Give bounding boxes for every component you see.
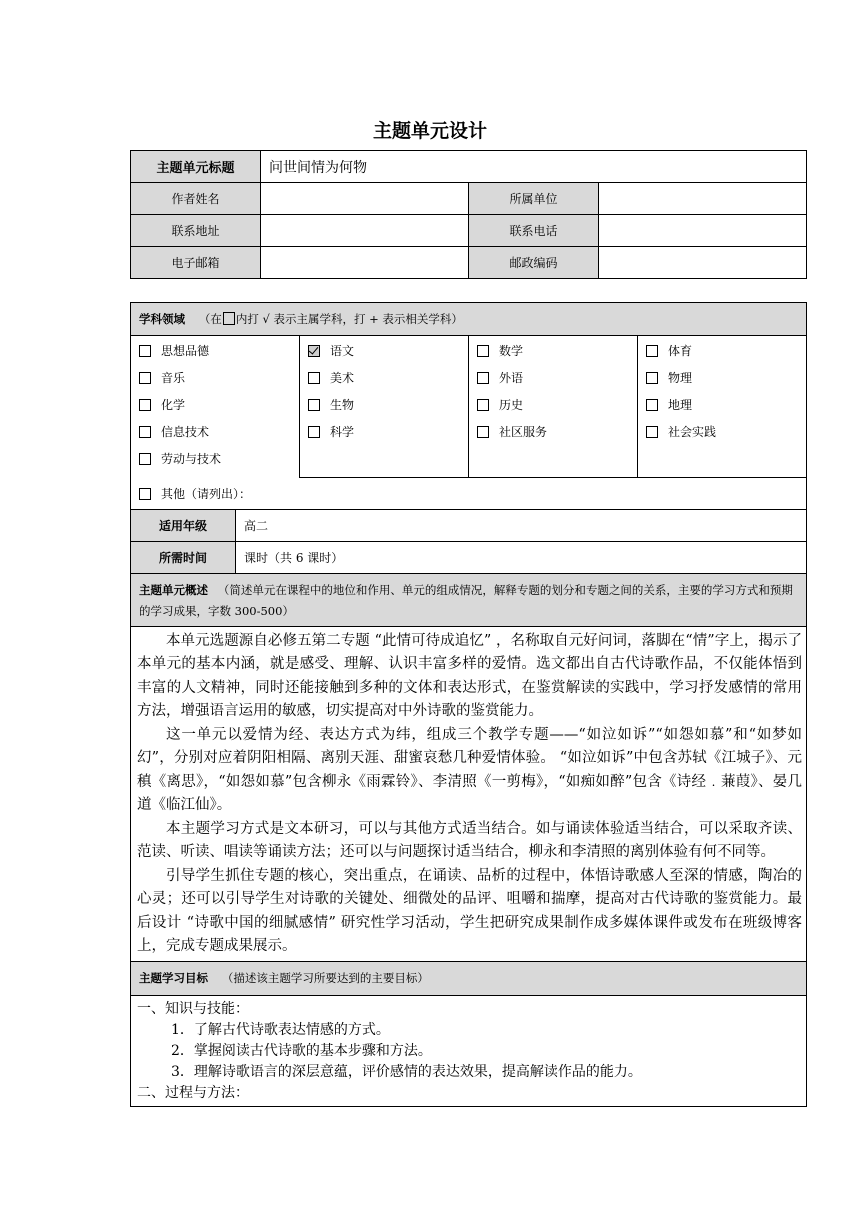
subject-item[interactable]: 美术 xyxy=(308,369,468,396)
subject-item[interactable]: 信息技术 xyxy=(139,423,299,450)
theme-title-label: 主题单元标题 xyxy=(131,151,261,183)
email-field[interactable] xyxy=(261,247,469,279)
checkbox-icon[interactable] xyxy=(139,453,151,465)
checkbox-icon[interactable] xyxy=(646,345,658,357)
checkbox-icon[interactable] xyxy=(477,399,489,411)
subject-item[interactable]: 历史 xyxy=(477,396,637,423)
checkbox-icon[interactable] xyxy=(139,488,151,500)
checkbox-icon[interactable] xyxy=(646,399,658,411)
subject-item[interactable]: 科学 xyxy=(308,423,468,450)
goals-title: 主题学习目标 xyxy=(139,971,208,985)
goals-body xyxy=(131,995,807,1106)
time-value[interactable]: 课时（共 6 课时） xyxy=(236,541,807,573)
overview-body xyxy=(131,626,807,961)
postcode-field[interactable] xyxy=(599,247,807,279)
checkbox-icon[interactable] xyxy=(139,372,151,384)
checkbox-icon[interactable] xyxy=(139,426,151,438)
subject-item[interactable]: 思想品德 xyxy=(139,342,299,369)
subject-item[interactable]: 音乐 xyxy=(139,369,299,396)
subject-item[interactable]: 语文 xyxy=(308,342,468,369)
phone-label: 联系电话 xyxy=(469,215,599,247)
postcode-label: 邮政编码 xyxy=(469,247,599,279)
subject-item[interactable]: 数学 xyxy=(477,342,637,369)
checkbox-icon[interactable] xyxy=(139,345,151,357)
overview-paragraph: 本主题学习方式是文本研习，可以与其他方式适当结合。如与诵读体验适当结合，可以采取齐读、范读、听读、唱读等诵读方法；还可以与问题探讨适当结合，柳永和李清照的离别体验有何不同等。 xyxy=(137,820,803,860)
goals-note: （描述该主题学习所要达到的主要目标） xyxy=(221,971,429,985)
goals-header xyxy=(131,961,807,995)
subject-item[interactable]: 其他（请列出）： xyxy=(139,485,806,502)
checkbox-icon[interactable] xyxy=(646,426,658,438)
checkbox-icon[interactable] xyxy=(308,372,320,384)
grade-label: 适用年级 xyxy=(131,509,236,541)
subject-item[interactable]: 社区服务 xyxy=(477,423,637,450)
subject-item[interactable]: 社会实践 xyxy=(646,423,806,450)
subject-item[interactable]: 体育 xyxy=(646,342,806,369)
address-label: 联系地址 xyxy=(131,215,261,247)
overview-paragraph: 引导学生抓住专题的核心，突出重点，在诵读、品析的过程中，体悟诗歌感人至深的情感，陶冶的心灵；还可以引导学生对诗歌的关键处、细微处的品评、咀嚼和揣摩，提高对古代诗歌的鉴赏能力。最后设计 “诗歌中国的细腻感情” 研究性学习活动，学生把研究成果制作成多媒体课件或发布在班级博客上，完成专题成果展示。 xyxy=(137,867,803,954)
info-table xyxy=(130,150,807,279)
subject-item[interactable]: 地理 xyxy=(646,396,806,423)
subject-item[interactable]: 化学 xyxy=(139,396,299,423)
goals-section-1: 一、知识与技能： xyxy=(137,1000,249,1017)
unit-label: 所属单位 xyxy=(469,183,599,215)
subject-item[interactable]: 物理 xyxy=(646,369,806,396)
address-field[interactable] xyxy=(261,215,469,247)
subject-col-1 xyxy=(131,336,300,478)
email-label: 电子邮箱 xyxy=(131,247,261,279)
checkbox-icon[interactable] xyxy=(139,399,151,411)
page-title: 主题单元设计 xyxy=(372,120,487,142)
checkbox-icon[interactable] xyxy=(646,372,658,384)
author-field[interactable] xyxy=(261,183,469,215)
overview-note: （简述单元在课程中的地位和作用、单元的组成情况，解释专题的划分和专题之间的关系，主要的学习方式和预期的学习成果，字数 300-500） xyxy=(139,582,793,618)
subject-col-4 xyxy=(638,336,807,478)
author-label: 作者姓名 xyxy=(131,183,261,215)
subject-col-2 xyxy=(300,336,469,478)
subject-header-title: 学科领域 xyxy=(139,312,185,326)
theme-title-value[interactable]: 问世间情为何物 xyxy=(261,151,807,183)
subject-item[interactable]: 劳动与技术 xyxy=(139,450,299,477)
overview-title: 主题单元概述 xyxy=(139,582,208,597)
goal-item: 3．理解诗歌语言的深层意蕴，评价感情的表达效果，提高解读作品的能力。 xyxy=(171,1063,642,1080)
overview-paragraph: 这一单元以爱情为经、表达方式为纬，组成三个教学专题——“如泣如诉”“如怨如慕”和“如梦如幻”，分别对应着阴阳相隔、离别天涯、甜蜜哀愁几种爱情体验。 “如泣如诉”中包含苏轼《江城子》、元稹《离思》，“如怨如慕”包含柳永《雨霖铃》、李清照《一剪梅》，“如痴如醉”包含《诗经﹒蒹葭》、晏几道《临江仙》。 xyxy=(137,726,803,813)
subject-item[interactable]: 生物 xyxy=(308,396,468,423)
unit-field[interactable] xyxy=(599,183,807,215)
checkbox-icon[interactable] xyxy=(477,372,489,384)
goal-item: 1．了解古代诗歌表达情感的方式。 xyxy=(171,1021,390,1038)
checkbox-icon[interactable] xyxy=(477,426,489,438)
design-table xyxy=(130,302,807,1107)
subject-item[interactable]: 外语 xyxy=(477,369,637,396)
subject-other-row xyxy=(131,477,807,509)
subject-header-note-post: 内打 √ 表示主属学科，打 + 表示相关学科） xyxy=(235,312,463,326)
subject-header xyxy=(131,303,807,336)
checked-checkbox-icon[interactable] xyxy=(308,345,320,357)
overview-paragraph: 本单元选题源自必修五第二专题 “此情可待成追忆” ，名称取自元好问词，落脚在“情”字上，揭示了本单元的基本内涵，就是感受、理解、认识丰富多样的爱情。选文都出自古代诗歌作品，不仅能体悟到丰富的人文精神，同时还能接触到多种的文体和表达形式，在鉴赏解读的实践中，学习抒发感情的常用方法，增强语言运用的敏感，切实提高对中外诗歌的鉴赏能力。 xyxy=(137,632,803,719)
checkbox-icon xyxy=(223,312,235,325)
checkbox-icon[interactable] xyxy=(308,426,320,438)
grade-value[interactable]: 高二 xyxy=(236,509,807,541)
goals-section-2: 二、过程与方法： xyxy=(137,1084,249,1101)
checkbox-icon[interactable] xyxy=(477,345,489,357)
checkbox-icon[interactable] xyxy=(308,399,320,411)
subject-col-3 xyxy=(469,336,638,478)
goal-item: 2．掌握阅读古代诗歌的基本步骤和方法。 xyxy=(171,1042,432,1059)
time-label: 所需时间 xyxy=(131,541,236,573)
overview-header xyxy=(131,573,807,626)
phone-field[interactable] xyxy=(599,215,807,247)
subject-header-note-pre: （在 xyxy=(198,312,222,326)
